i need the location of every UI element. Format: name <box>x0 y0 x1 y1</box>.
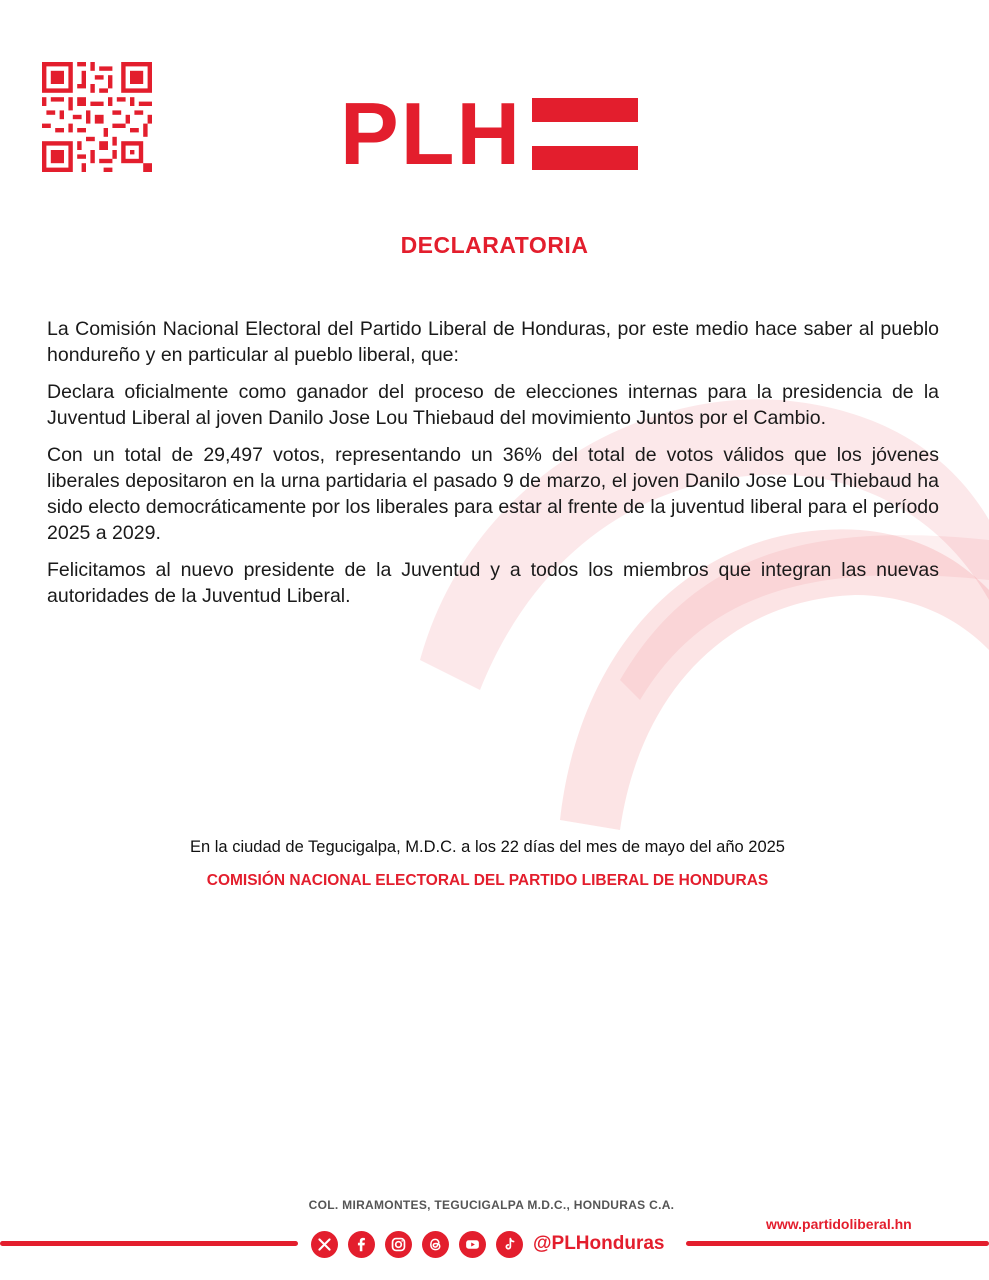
place-date: En la ciudad de Tegucigalpa, M.D.C. a los 22 días del mes de mayo del año 2025 <box>190 838 785 856</box>
footer-divider-right <box>686 1241 989 1246</box>
logo-text: PLH <box>340 84 522 183</box>
page-title: DECLARATORIA <box>400 232 589 258</box>
footer-address: COL. MIRAMONTES, TEGUCIGALPA M.D.C., HONDURAS C.A. <box>308 1198 675 1212</box>
instagram-icon[interactable] <box>385 1231 412 1258</box>
declaration-body <box>47 316 939 620</box>
tiktok-icon[interactable] <box>496 1231 523 1258</box>
footer-website-link[interactable]: www.partidoliberal.hn <box>766 1216 912 1232</box>
signature-commission: COMISIÓN NACIONAL ELECTORAL DEL PARTIDO LIBERAL DE HONDURAS <box>206 872 769 889</box>
paragraph: Felicitamos al nuevo presidente de la Juventud y a todos los miembros que integran las nuevas autoridades de la Juventud Liberal. <box>47 559 939 607</box>
paragraph: La Comisión Nacional Electoral del Partido Liberal de Honduras, por este medio hace saber al pueblo hondureño y en particular al pueblo liberal, que: <box>47 318 939 366</box>
social-handle[interactable]: @PLHonduras <box>533 1233 665 1254</box>
plh-logo <box>340 84 638 183</box>
paragraph: Declara oficialmente como ganador del proceso de elecciones internas para la presidencia de la Juventud Liberal al joven Danilo Jose Lou Thiebaud del movimiento Juntos por el Cambio. <box>47 381 939 429</box>
social-links <box>311 1230 664 1258</box>
qr-code <box>42 62 152 172</box>
threads-icon[interactable] <box>422 1231 449 1258</box>
facebook-icon[interactable] <box>348 1231 375 1258</box>
youtube-icon[interactable] <box>459 1231 486 1258</box>
flag-icon <box>532 98 638 170</box>
footer-divider-left <box>0 1241 298 1246</box>
paragraph: Con un total de 29,497 votos, representando un 36% del total de votos válidos que los jóvenes liberales depositaron en la urna partidaria el pasado 9 de marzo, el joven Danilo Jose Lou Thiebaud ha sido electo democráticamente por los liberales para estar al frente de la juventud liberal para el período 2025 a 2029. <box>47 444 939 544</box>
x-icon[interactable] <box>311 1231 338 1258</box>
